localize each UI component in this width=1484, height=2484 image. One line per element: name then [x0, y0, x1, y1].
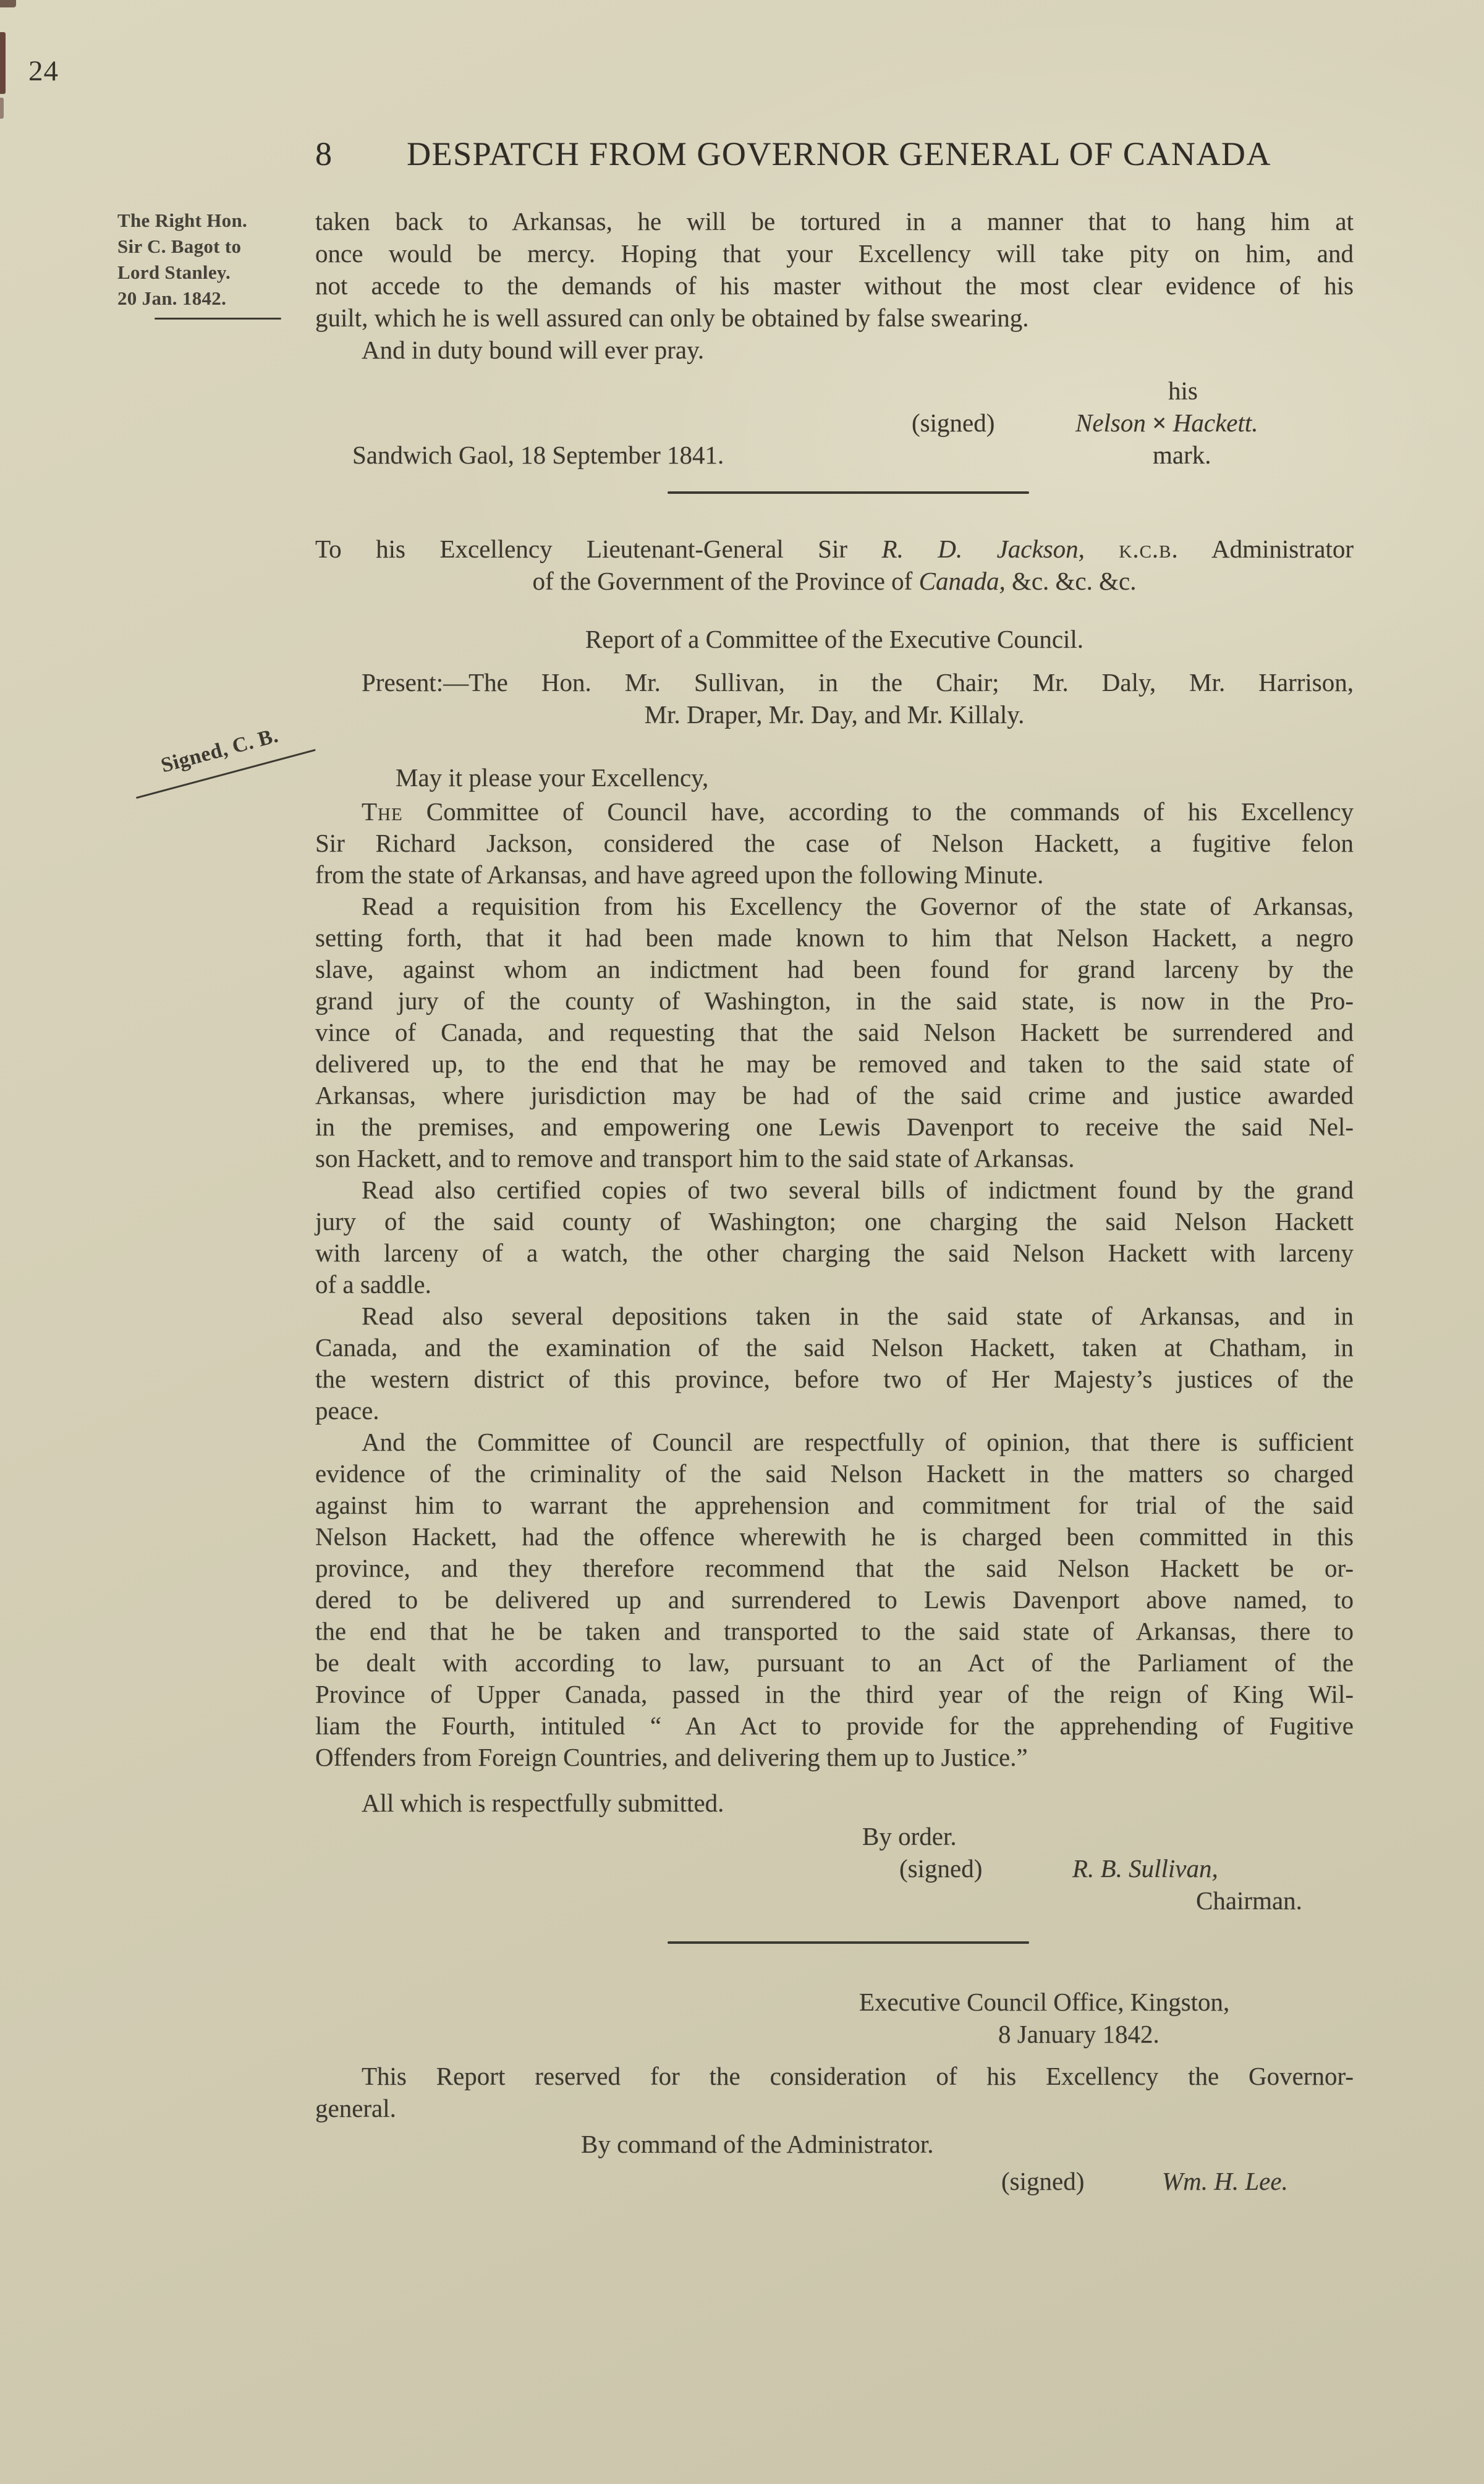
text-segment: 20 Jan. 1842.: [117, 287, 227, 309]
text-segment: the western district of this province, before two of Her Majesty’s justices of the: [315, 1365, 1354, 1393]
margin-note-rule: [155, 318, 281, 320]
text-segment: not accede to the demands of his master without the most clear evidence of his: [315, 271, 1354, 300]
text-segment: The Right Hon.: [117, 210, 248, 231]
text-line: [315, 1300, 1354, 1332]
text-segment: Read also several depositions taken in the said state of Arkansas, and in: [362, 1302, 1354, 1330]
running-header: [315, 135, 1354, 173]
text-segment: son Hackett, and to remove and transport him to the said state of Arkansas.: [315, 1144, 1075, 1172]
text-line: [315, 954, 1354, 985]
text-line: [315, 2060, 1354, 2092]
text-line: [315, 1174, 1354, 1206]
chairman-label: Chairman.: [1196, 1886, 1302, 1915]
text-segment: delivered up, to the end that he may be removed and taken to the said state of: [315, 1049, 1354, 1078]
text-segment: Read a requisition from his Excellency the Governor of the state of Arkansas,: [362, 892, 1354, 920]
text-segment: Hackett.: [1172, 409, 1258, 437]
text-segment: guilt, which he is well assured can only be obtained by false swearing.: [315, 303, 1029, 332]
text-line: [117, 234, 290, 260]
text-line: [315, 269, 1354, 302]
report-heading: Report of a Committee of the Executive Council.: [585, 625, 1084, 653]
text-segment: Sir Richard Jackson, considered the case of Nelson Hackett, a fugitive felon: [315, 829, 1354, 857]
text-segment: Lord Stanley.: [117, 261, 231, 283]
mark-label: mark.: [1153, 441, 1211, 469]
signed-annotation: [123, 702, 315, 799]
text-line: [315, 1458, 1354, 1490]
text-segment: &c. &c. &c.: [1005, 567, 1137, 595]
signature-his-row: [315, 375, 1354, 407]
text-line: [315, 1426, 1354, 1458]
text-line: [315, 1017, 1354, 1048]
text-segment: dered to be delivered up and surrendered to Lewis Davenport above named, to: [315, 1585, 1354, 1614]
text-line: [315, 922, 1354, 954]
text-line: [117, 260, 290, 286]
address-line-1: [315, 533, 1354, 565]
text-segment: once would be mercy. Hoping that your Excellency will take pity on him, and: [315, 239, 1354, 268]
scan-edge-artifact: [0, 0, 16, 7]
text-segment: evidence of the criminality of the said Nelson Hackett in the matters so charged: [315, 1459, 1354, 1488]
by-order-row: [315, 1820, 1354, 1852]
office-address-line: Executive Council Office, Kingston,: [859, 1988, 1230, 2016]
text-line: [315, 985, 1354, 1017]
text-line: [315, 859, 1354, 891]
his-label: his: [1168, 376, 1198, 405]
signature-row: [315, 2165, 1354, 2197]
office-address-row: [315, 1986, 1354, 2018]
text-segment: province, and they therefore recommend that the said Nelson Hackett be or-: [315, 1554, 1354, 1582]
by-order-line: By order.: [862, 1822, 957, 1850]
text-segment: And the Committee of Council are respectfully of opinion, that there is sufficient: [362, 1428, 1354, 1456]
text-segment: peace.: [315, 1396, 379, 1425]
text-line: [315, 1143, 1354, 1174]
text-segment: Province of Upper Canada, passed in the third year of the reign of King Wil-: [315, 1680, 1354, 1708]
report-paragraph-5: [315, 1426, 1354, 1773]
signature-name: [1075, 407, 1258, 439]
text-segment: Committee of Council have, according to the commands of his Excellency: [402, 797, 1354, 826]
present-line-2: Mr. Draper, Mr. Day, and Mr. Killaly.: [644, 700, 1025, 729]
text-segment: Nelson: [1075, 409, 1146, 437]
prayer-line: And in duty bound will ever pray.: [362, 336, 705, 364]
text-line: [315, 205, 1354, 237]
text-segment: Offenders from Foreign Countries, and delivering them up to Justice.”: [315, 1743, 1028, 1771]
text-line: [117, 286, 290, 312]
dateline: Sandwich Gaol, 18 September 1841.: [352, 441, 724, 469]
text-line: [315, 1679, 1354, 1710]
text-segment: k.c.b.: [1119, 535, 1179, 563]
address-line-2: [315, 565, 1354, 597]
report-paragraph-1: [315, 796, 1354, 891]
chairman-row: [315, 1884, 1354, 1917]
submitted-line: All which is respectfully submitted.: [362, 1789, 724, 1817]
text-segment: from the state of Arkansas, and have agreed upon the following Minute.: [315, 860, 1044, 889]
text-line: [315, 302, 1354, 334]
text-line: [315, 1269, 1354, 1300]
signature-name: [1162, 2165, 1288, 2197]
text-segment: R. D. Jackson,: [881, 535, 1085, 563]
margin-note: [117, 208, 290, 312]
text-line: [315, 1332, 1354, 1363]
text-line: [315, 1363, 1354, 1395]
signature-row: [315, 1852, 1354, 1884]
text-segment: Canada, and the examination of the said Nelson Hackett, taken at Chatham, in: [315, 1333, 1354, 1362]
command-row: [315, 2128, 1354, 2160]
text-line: [315, 2092, 1354, 2124]
text-line: [315, 1647, 1354, 1679]
text-segment: Arkansas, where jurisdiction may be had of the said crime and justice awarded: [315, 1081, 1354, 1109]
text-column: [315, 205, 1354, 2197]
header-title: DESPATCH FROM GOVERNOR GENERAL OF CANADA: [407, 135, 1271, 172]
text-segment: Administrator: [1178, 535, 1354, 563]
text-segment: Read also certified copies of two several bills of indictment found by the grand: [362, 1176, 1354, 1204]
report-paragraph-2: [315, 891, 1354, 1174]
text-line: [315, 1080, 1354, 1111]
text-segment: jury of the said county of Washington; one charging the said Nelson Hackett: [315, 1207, 1354, 1236]
signed-label: (signed): [1001, 2167, 1085, 2195]
report-paragraph-3: [315, 1174, 1354, 1300]
text-segment: [1085, 535, 1119, 563]
text-segment: in the premises, and empowering one Lewis Davenport to receive the said Nel-: [315, 1113, 1354, 1141]
text-segment: This Report reserved for the consideration of his Excellency the Governor-: [362, 2062, 1354, 2090]
signed-annotation-text: Signed, C. B.: [158, 724, 281, 778]
salutation: May it please your Excellency,: [396, 763, 709, 792]
text-segment: To his Excellency Lieutenant-General Sir: [315, 535, 882, 563]
text-segment: ×: [1145, 409, 1173, 437]
text-line: [315, 891, 1354, 922]
text-segment: of a saddle.: [315, 1270, 431, 1299]
folio-number: 24: [28, 55, 59, 87]
signature-name: [1072, 1852, 1218, 1884]
text-line: [315, 796, 1354, 828]
text-segment: be dealt with according to law, pursuant to an Act of the Parliament of the: [315, 1648, 1354, 1677]
text-line: [315, 828, 1354, 859]
signed-label: (signed): [899, 1854, 983, 1883]
command-line: By command of the Administrator.: [581, 2130, 934, 2158]
office-date-row: [315, 2018, 1354, 2050]
section-rule: [668, 491, 1029, 494]
dateline-row: [315, 439, 1354, 471]
text-segment: vince of Canada, and requesting that the said Nelson Hackett be surrendered and: [315, 1018, 1354, 1046]
text-segment: Nelson Hackett, had the offence wherewith he is charged been committed in this: [315, 1522, 1354, 1551]
text-line: [315, 1395, 1354, 1426]
text-segment: Wm. H. Lee.: [1162, 2167, 1288, 2195]
text-segment: taken back to Arkansas, he will be tortured in a manner that to hang him at: [315, 207, 1354, 235]
section-rule: [668, 1941, 1029, 1944]
scan-edge-artifact: [0, 32, 6, 94]
reserved-paragraph: [315, 2060, 1354, 2124]
text-line: [315, 1048, 1354, 1080]
signature-row: [315, 407, 1354, 439]
text-segment: grand jury of the county of Washington, in the said state, is now in the Pro-: [315, 986, 1354, 1015]
text-segment: Canada,: [918, 567, 1006, 595]
text-line: [315, 1237, 1354, 1269]
text-line: [315, 1490, 1354, 1521]
text-line: [315, 1111, 1354, 1143]
text-segment: slave, against whom an indictment had been found for grand larceny by the: [315, 955, 1354, 983]
scan-edge-artifact: [0, 98, 4, 119]
text-segment: liam the Fourth, intituled “ An Act to provide for the apprehending of Fugitive: [315, 1711, 1354, 1740]
office-date-line: 8 January 1842.: [998, 2020, 1160, 2048]
text-line: [315, 1521, 1354, 1553]
text-line: [117, 208, 290, 234]
text-line: [315, 1616, 1354, 1647]
text-segment: Sir C. Bagot to: [117, 235, 242, 257]
text-line: [315, 1710, 1354, 1742]
text-line: [315, 1553, 1354, 1584]
text-segment: of the Government of the Province of: [532, 567, 919, 595]
petition-paragraph: [315, 205, 1354, 334]
text-segment: setting forth, that it had been made known to him that Nelson Hackett, a negro: [315, 923, 1354, 952]
text-line: [315, 1206, 1354, 1237]
header-page-number: 8: [315, 135, 332, 172]
text-segment: The: [362, 797, 403, 826]
text-line: [315, 1584, 1354, 1616]
text-line: [315, 1742, 1354, 1773]
report-paragraph-4: [315, 1300, 1354, 1426]
text-segment: general.: [315, 2094, 396, 2122]
text-line: [315, 237, 1354, 269]
text-segment: the end that he be taken and transported to the said state of Arkansas, there to: [315, 1617, 1354, 1645]
text-segment: R. B. Sullivan,: [1072, 1854, 1218, 1883]
signed-label: (signed): [912, 409, 995, 437]
text-segment: with larceny of a watch, the other charging the said Nelson Hackett with larceny: [315, 1239, 1354, 1267]
present-line-1: Present:—The Hon. Mr. Sullivan, in the Chair; Mr. Daly, Mr. Harrison,: [362, 668, 1354, 697]
text-segment: against him to warrant the apprehension and commitment for trial of the said: [315, 1491, 1354, 1519]
